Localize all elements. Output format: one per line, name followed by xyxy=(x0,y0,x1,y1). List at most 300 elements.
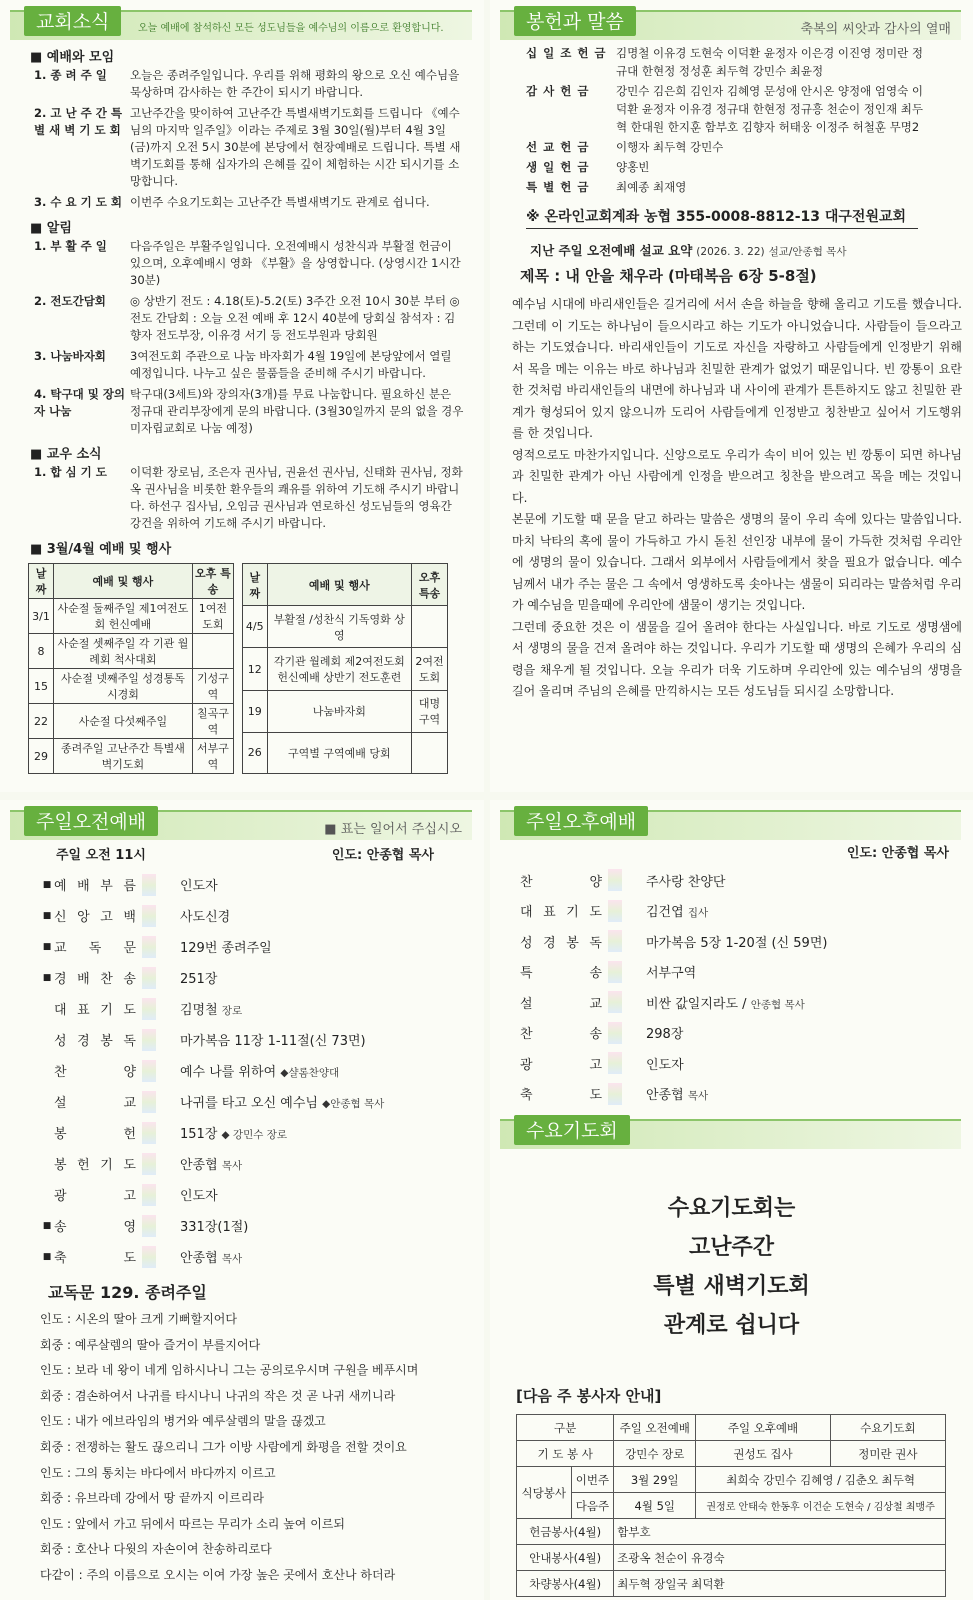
wednesday-notice xyxy=(490,1189,973,1345)
schedule-row xyxy=(243,606,448,648)
afternoon-main: 주사랑 찬양단 xyxy=(646,874,726,890)
order-label-char: 기 xyxy=(100,1003,113,1018)
notice-key: 4. 탁구대 및 장의자 나눔 xyxy=(34,387,126,418)
schedule-date: 26 xyxy=(243,732,268,773)
schedule-date: 4/5 xyxy=(243,606,268,648)
schedule-event: 사순절 둘째주일 제1여전도회 헌신예배 xyxy=(54,599,193,634)
afternoon-main: 김건엽 xyxy=(646,905,684,921)
order-sub: 장로 xyxy=(221,1005,243,1017)
order-bar xyxy=(142,1091,156,1113)
schedule-header-row xyxy=(29,564,234,599)
notice-value: 다음주일은 부활주일입니다. 오전예배시 성찬식과 부활절 헌금이 있으며, 오후예배시 영화 《부활》을 상영합니다. (상영시간 1시간 30분) xyxy=(130,239,461,287)
order-label xyxy=(54,1092,142,1111)
volunteer-header-row xyxy=(517,1415,946,1441)
notice-value: 3여전도회 주관으로 나눔 바자회가 4월 19일에 본당앞에서 열릴 예정입니다. 나누고 싶은 물품들을 준비해 주시기 바랍니다. xyxy=(130,349,452,380)
schedule-date: 29 xyxy=(29,739,54,774)
offering-type: 선교헌금 xyxy=(526,140,595,154)
order-main: 안종협 xyxy=(180,1251,218,1266)
offering-type: 생일헌금 xyxy=(526,160,595,174)
afternoon-bar xyxy=(608,991,622,1013)
order-value xyxy=(180,1092,484,1111)
wednesday-line: 고난주간 xyxy=(688,1235,774,1260)
order-label-char: 경 xyxy=(54,972,67,987)
order-label-char: 송 xyxy=(54,1220,67,1235)
volunteer-name: 정미란 권사 xyxy=(830,1441,945,1467)
reading-line: 인도 : 앞에서 가고 뒤에서 따르는 무리가 소리 높여 이르되 xyxy=(40,1516,345,1531)
order-label xyxy=(54,1030,142,1049)
afternoon-label-char: 송 xyxy=(589,1027,602,1043)
volunteer-name: 함부호 xyxy=(614,1519,946,1545)
order-main: 안종협 xyxy=(180,1158,218,1173)
afternoon-row xyxy=(520,1048,973,1079)
volunteer-role: 안내봉사(4월) xyxy=(517,1545,614,1571)
order-label-char: 송 xyxy=(123,972,136,987)
order-label-char: 찬 xyxy=(100,972,113,987)
order-value xyxy=(180,1061,484,1080)
schedule-special: 서부구역 xyxy=(192,739,233,774)
afternoon-label-char: 표 xyxy=(543,905,556,921)
wednesday-line: 수요기도회는 xyxy=(667,1196,796,1221)
afternoon-label xyxy=(520,932,608,951)
offering-list xyxy=(526,44,926,196)
schedule-header-cell: 예배 및 행사 xyxy=(267,564,412,606)
order-bar xyxy=(142,874,156,896)
standing-note: ■ 표는 일어서 주십시오 xyxy=(324,822,462,837)
order-label-char: 경 xyxy=(77,1034,90,1049)
notice-item xyxy=(34,238,464,289)
wednesday-line: 특별 새벽기도회 xyxy=(653,1274,810,1299)
schedule-row xyxy=(243,690,448,732)
meal-date: 4월 5일 xyxy=(614,1493,696,1519)
afternoon-value xyxy=(646,901,973,920)
offering-names: 강민수 김은희 김인자 김혜영 문성애 안시온 양정애 엄영숙 이덕환 윤정자 이유경 정규대 한현정 정규흥 천순이 정인재 최두혁 한대원 한지훈 함부호 김향자 허태웅 이정주 허철훈 무명2 xyxy=(616,84,923,134)
notice-key: 2. 고 난 주 간 특 별 새 벽 기 도 회 xyxy=(34,106,122,137)
afternoon-bar xyxy=(608,869,622,891)
order-row xyxy=(40,962,484,993)
order-value xyxy=(180,968,484,987)
notice-key: 1. 부 활 주 일 xyxy=(34,239,107,253)
order-label xyxy=(54,1185,142,1204)
offering-row xyxy=(526,82,926,136)
order-bar xyxy=(142,905,156,927)
order-main: 예수 나를 위하여 xyxy=(180,1065,277,1080)
order-bar xyxy=(142,1184,156,1206)
volunteer-role: 기 도 봉 사 xyxy=(517,1441,614,1467)
schedule-date: 8 xyxy=(29,634,54,669)
offering-row xyxy=(526,178,926,196)
order-label-char: 백 xyxy=(123,910,136,925)
schedule-header-cell: 오후 특송 xyxy=(192,564,233,599)
notice-item xyxy=(34,464,464,532)
afternoon-value xyxy=(646,993,973,1012)
volunteer-other-row xyxy=(517,1519,946,1545)
notice-item xyxy=(34,386,464,437)
sermon-paragraph: 본문에 기도할 때 문을 닫고 하라는 말씀은 생명의 물이 우리 속에 있다는 말씀입니다. 마치 낙타의 혹에 물이 가득하고 가시 돋친 선인장 내부에 물이 가득한 것처럼 우리안에 생명의 물이 있습니다. 그래서 외부에서 사람들에게서 찾을 필요가 없습니다. 예수님께서 내가 주는 물은 그 속에서 영생하도록 솟아나는 샘물이 되리라는 말씀처럼 우리가 예수님을 믿을때에 우리안에 샘물이 생기는 것입니다. xyxy=(512,512,962,612)
order-bar xyxy=(142,998,156,1020)
notice-value: 탁구대(3세트)와 장의자(3개)를 무료 나눔합니다. 필요하신 분은 정규대 관리부장에게 문의 바랍니다. (3월30일까지 문의 없을 경우 미자립교회로 나눔 예정) xyxy=(130,387,464,435)
order-label-char: 찬 xyxy=(54,1065,67,1080)
offering-type: 특별헌금 xyxy=(526,180,595,194)
schedule-event: 부활절 /성찬식 기독영화 상영 xyxy=(267,606,412,648)
order-label-char: 신 xyxy=(54,910,67,925)
reading-line: 인도 : 보라 네 왕이 네게 임하시나니 그는 공의로우시며 구원을 베푸시며 xyxy=(40,1363,419,1378)
order-value xyxy=(180,1185,484,1204)
afternoon-bar xyxy=(608,1022,622,1044)
order-main: 인도자 xyxy=(180,879,218,894)
notice-value: 이덕환 장로님, 조은자 권사님, 권윤선 권사님, 신태화 권사님, 정화옥 권사님을 비롯한 환우들의 쾌유를 위하여 기도해 주시기 바랍니다. 하선구 집사님, 오임금 권사님과 연로하신 성도님들의 영육간 강건을 위하여 기도해 주시기 바랍니다. xyxy=(130,465,463,530)
afternoon-leader: 인도: 안종협 목사 xyxy=(846,846,949,861)
afternoon-label-char: 도 xyxy=(589,905,602,921)
stand-marker: ■ xyxy=(42,1220,52,1231)
order-row xyxy=(40,1117,484,1148)
order-value xyxy=(180,875,484,894)
sermon-preacher: 설교/안종협 목사 xyxy=(768,246,847,258)
order-sub: 목사 xyxy=(221,1253,243,1265)
order-bar xyxy=(142,1153,156,1175)
order-value xyxy=(180,1030,484,1049)
afternoon-service-panel xyxy=(490,800,973,1600)
order-label-char: 독 xyxy=(123,1034,136,1049)
offering-row xyxy=(526,138,926,156)
order-row xyxy=(40,1179,484,1210)
schedule-special: 대명구역 xyxy=(412,690,448,732)
order-label-char: 대 xyxy=(54,1003,67,1018)
afternoon-header xyxy=(500,810,961,840)
notice-item xyxy=(34,293,464,344)
order-label-char: 도 xyxy=(123,1251,136,1266)
schedule-row xyxy=(29,704,234,739)
offering-names: 이행자 최두혁 강민수 xyxy=(616,140,724,154)
afternoon-bar xyxy=(608,900,622,922)
notice-value: 고난주간을 맞이하여 고난주간 특별새벽기도회를 드립니다 《예수님의 마지막 일주일》이라는 주제로 3월 30일(월)부터 4월 3일(금)까지 오전 5시 30분에 본당에서 현장예배로 드립니다. 특별 새벽기도회를 통해 십자가의 은혜를 깊이 체험하는 시간 되시기를 소망합니다. xyxy=(130,106,461,188)
order-value xyxy=(180,937,484,956)
wednesday-header xyxy=(500,1119,961,1149)
schedule-table-march xyxy=(28,563,234,774)
stand-marker: ■ xyxy=(42,1251,52,1262)
morning-tab: 주일오전예배 xyxy=(24,806,158,836)
schedule-event: 종려주일 고난주간 특별새벽기도회 xyxy=(54,739,193,774)
stand-marker: ■ xyxy=(42,972,52,983)
afternoon-sub: 집사 xyxy=(687,907,709,920)
order-value xyxy=(180,1123,484,1142)
schedule-event: 나눔바자회 xyxy=(267,690,412,732)
order-label-char: 영 xyxy=(123,1220,136,1235)
morning-service-panel xyxy=(0,800,484,1600)
volunteer-header: 주일 오후예배 xyxy=(696,1415,831,1441)
order-main: 251장 xyxy=(180,972,218,987)
afternoon-main: 비싼 값일지라도 / xyxy=(646,996,747,1012)
meal-names: 권정로 안태숙 한동후 이건순 도현숙 / 김상철 최맹주 xyxy=(696,1493,946,1519)
order-row xyxy=(40,931,484,962)
morning-header xyxy=(10,810,472,840)
sermon-paragraph: 그런데 중요한 것은 이 샘물을 길어 올려야 한다는 사실입니다. 바로 기도로 생명샘에서 생명의 물을 건져 올려야 하는 것입니다. 우리가 기도할 때 생명의 은혜가 우리의 심령을 채우게 될 것입니다. 오늘 우리가 더욱 기도하며 우리안에 있는 예수님의 생명을 길어 올리며 주님의 은혜를 만끽하시는 모든 성도님들 되시길 소망합니다. xyxy=(512,619,962,698)
schedule-row xyxy=(29,599,234,634)
order-label-char: 부 xyxy=(100,879,113,894)
responsive-reading xyxy=(40,1307,484,1589)
church-news-panel xyxy=(0,0,484,792)
notice-item xyxy=(34,105,464,190)
order-label-char: 축 xyxy=(54,1251,67,1266)
order-label-char: 름 xyxy=(123,879,136,894)
order-label-char: 배 xyxy=(77,879,90,894)
afternoon-label xyxy=(520,1023,608,1042)
schedule-header-cell: 날짜 xyxy=(243,564,268,606)
schedule-special xyxy=(412,732,448,773)
meal-week: 다음주 xyxy=(571,1493,614,1519)
offering-subtitle: 축복의 씨앗과 감사의 열매 xyxy=(800,22,951,37)
welcome-text: 오늘 예배에 참석하신 모든 성도님들을 예수님의 이름으로 환영합니다. xyxy=(138,23,444,34)
order-label-char: 헌 xyxy=(77,1158,90,1173)
sermon-title: 제목 : 내 안을 채우라 (마태복음 6장 5-8절) xyxy=(520,267,817,285)
afternoon-label-char: 양 xyxy=(589,874,602,890)
schedule-date: 15 xyxy=(29,669,54,704)
order-row xyxy=(40,1024,484,1055)
order-label xyxy=(54,875,142,894)
stand-marker: ■ xyxy=(42,910,52,921)
order-row xyxy=(40,993,484,1024)
sermon-summary-label xyxy=(530,241,973,259)
order-value xyxy=(180,906,484,925)
afternoon-label-char: 봉 xyxy=(566,935,579,951)
order-label-char: 배 xyxy=(77,972,90,987)
order-label xyxy=(54,906,142,925)
volunteer-prayer-row xyxy=(517,1441,946,1467)
order-label-char: 예 xyxy=(54,879,67,894)
reading-line: 인도 : 그의 통치는 바다에서 바다까지 이르고 xyxy=(40,1465,276,1480)
order-label-char: 표 xyxy=(77,1003,90,1018)
notice-key: 1. 합 심 기 도 xyxy=(34,465,107,479)
schedule-date: 12 xyxy=(243,648,268,690)
afternoon-row xyxy=(520,926,973,957)
schedule-header-cell: 날짜 xyxy=(29,564,54,599)
afternoon-main: 마가복음 5장 1-20절 (신 59면) xyxy=(646,935,828,951)
order-sub: ◆샬롬찬양대 xyxy=(280,1067,340,1079)
reading-line: 회중 : 겸손하여서 나귀를 타시나니 나귀의 작은 것 곧 나귀 새끼니라 xyxy=(40,1388,396,1403)
volunteer-role: 식당봉사 xyxy=(517,1467,572,1519)
afternoon-label-char: 교 xyxy=(589,996,602,1012)
afternoon-bar xyxy=(608,1083,622,1105)
afternoon-main: 298장 xyxy=(646,1027,684,1043)
volunteer-role: 차량봉사(4월) xyxy=(517,1571,614,1597)
schedule-date: 22 xyxy=(29,704,54,739)
afternoon-label xyxy=(520,1054,608,1073)
stand-marker: ■ xyxy=(42,941,52,952)
afternoon-label xyxy=(520,871,608,890)
afternoon-label xyxy=(520,1084,608,1103)
afternoon-label-char: 설 xyxy=(520,996,533,1012)
order-row xyxy=(40,1055,484,1086)
wednesday-line: 관계로 쉽니다 xyxy=(663,1313,800,1338)
afternoon-row xyxy=(520,896,973,927)
afternoon-label-char: 경 xyxy=(543,935,556,951)
afternoon-value xyxy=(646,871,973,890)
afternoon-sub: 목사 xyxy=(687,1090,709,1103)
order-row xyxy=(40,900,484,931)
notice-value: 이번주 수요기도회는 고난주간 특별새벽기도 관계로 쉽니다. xyxy=(130,195,430,209)
offering-row xyxy=(526,158,926,176)
bank-account: ※ 온라인교회계좌 농협 355-0008-8812-13 대구전원교회 xyxy=(526,206,918,229)
order-label xyxy=(54,1216,142,1235)
afternoon-label xyxy=(520,962,608,981)
reading-line: 다같이 : 주의 이름으로 오시는 이여 가장 높은 곳에서 호산나 하더라 xyxy=(40,1567,396,1582)
order-value xyxy=(180,1247,484,1266)
order-label-char: 기 xyxy=(100,1158,113,1173)
notice-key: 3. 나눔바자회 xyxy=(34,349,106,363)
order-label-char: 도 xyxy=(123,1003,136,1018)
schedule-event: 사순절 셋째주일 각 기관 월례회 척사대회 xyxy=(54,634,193,669)
sermon-paragraph: 예수님 시대에 바리새인들은 길거리에 서서 손을 하늘을 향해 올리고 기도를 했습니다. 그런데 이 기도는 하나님이 들으시라고 하는 기도가 아니었습니다. 사람들이 들으라고 하는 기도였습니다. 바리새인들이 기도로 자신을 자랑하고 사람들에게 인정받기 위해서 목을 메는 이유는 바로 하나님과 친밀한 관계가 없었기 때문입니다. 빈 깡통이 요란한 것처럼 바리새인들의 내면에 하나님과 내 사이에 관계가 튼튼하지도 않고 친밀한 관계가 형성되어 있지 않으니까 도리어 사람들에게 인정받고 칭찬받고 싶어서 기도행위를 한 것입니다. xyxy=(512,297,962,440)
section-worship-heading: ■ 예배와 모임 xyxy=(30,50,115,65)
schedule-date: 3/1 xyxy=(29,599,54,634)
notice-key: 3. 수 요 기 도 회 xyxy=(34,195,122,209)
order-label-char: 봉 xyxy=(54,1127,67,1142)
schedule-event: 사순절 넷째주일 성경통독 시경회 xyxy=(54,669,193,704)
offering-type: 감사헌금 xyxy=(526,84,595,98)
order-label xyxy=(54,1123,142,1142)
order-main: 151장 xyxy=(180,1127,218,1142)
schedule-event: 구역별 구역예배 당회 xyxy=(267,732,412,773)
order-label-char: 설 xyxy=(54,1096,67,1111)
order-label-char: 광 xyxy=(54,1189,67,1204)
afternoon-row xyxy=(520,1079,973,1110)
notice-item xyxy=(34,348,464,382)
order-main: 나귀를 타고 오신 예수님 xyxy=(180,1096,318,1111)
church-news-tab: 교회소식 xyxy=(24,6,121,36)
afternoon-bar xyxy=(608,961,622,983)
volunteer-meal-row xyxy=(517,1467,946,1493)
order-main: 사도신경 xyxy=(180,910,231,925)
offering-row xyxy=(526,44,926,80)
offering-type: 십일조헌금 xyxy=(526,46,612,60)
afternoon-label-char: 찬 xyxy=(520,1027,533,1043)
church-news-header xyxy=(10,10,472,40)
notice-key: 2. 전도간담회 xyxy=(34,294,106,308)
schedule-row xyxy=(243,732,448,773)
afternoon-value xyxy=(646,1054,973,1073)
order-label-char: 독 xyxy=(88,941,102,956)
order-label xyxy=(54,1061,142,1080)
offering-tab: 봉헌과 말씀 xyxy=(514,6,636,36)
order-row xyxy=(40,1241,484,1272)
volunteer-table xyxy=(516,1414,946,1597)
afternoon-label-char: 특 xyxy=(520,966,533,982)
order-bar xyxy=(142,936,156,958)
order-row xyxy=(40,1086,484,1117)
order-bar xyxy=(142,1246,156,1268)
afternoon-label-char: 대 xyxy=(520,905,533,921)
order-label xyxy=(54,968,142,987)
volunteer-other-row xyxy=(517,1545,946,1571)
afternoon-bar xyxy=(608,930,622,952)
afternoon-bar xyxy=(608,1052,622,1074)
volunteer-name: 강민수 장로 xyxy=(614,1441,696,1467)
schedule-special xyxy=(412,606,448,648)
order-bar xyxy=(142,967,156,989)
afternoon-row xyxy=(520,987,973,1018)
order-sub: ◆안종협 목사 xyxy=(322,1098,385,1110)
schedule-event: 사순절 다섯째주일 xyxy=(54,704,193,739)
schedule-special: 기성구역 xyxy=(192,669,233,704)
order-row xyxy=(40,1148,484,1179)
reading-line: 인도 : 시온의 딸아 크게 기뻐할지어다 xyxy=(40,1312,237,1326)
schedule-header-cell: 오후 특송 xyxy=(412,564,448,606)
afternoon-label-char: 축 xyxy=(520,1088,533,1104)
schedule-special xyxy=(192,634,233,669)
schedule-event: 각기관 월례회 제2여전도회 헌신예배 상반기 전도훈련 xyxy=(267,648,412,690)
notice-value: 오늘은 종려주일입니다. 우리를 위해 평화의 왕으로 오신 예수님을 묵상하며 감사하는 한 주간이 되시기 바랍니다. xyxy=(130,68,460,99)
sermon-body xyxy=(512,294,962,703)
offering-names: 양홍빈 xyxy=(616,160,650,174)
order-row xyxy=(40,1210,484,1241)
schedule-header-cell: 예배 및 행사 xyxy=(54,564,193,599)
afternoon-main: 안종협 xyxy=(646,1088,684,1104)
schedule-special: 2여전도회 xyxy=(412,648,448,690)
volunteer-name: 조광옥 천순이 유경숙 xyxy=(614,1545,946,1571)
schedule-date: 19 xyxy=(243,690,268,732)
responsive-reading-title: 교독문 129. 종려주일 xyxy=(48,1283,207,1302)
order-label-char: 봉 xyxy=(100,1034,113,1049)
volunteer-title: [다음 주 봉사자 안내] xyxy=(516,1387,662,1405)
meal-date: 3월 29일 xyxy=(614,1467,696,1493)
order-label-char: 봉 xyxy=(54,1158,67,1173)
afternoon-label-char: 광 xyxy=(520,1057,533,1073)
afternoon-value xyxy=(646,1084,973,1103)
section-schedule-heading: ■ 3월/4월 예배 및 행사 xyxy=(30,542,172,557)
offering-sermon-panel xyxy=(490,0,973,792)
afternoon-label-char: 기 xyxy=(566,905,579,921)
afternoon-row xyxy=(520,1018,973,1049)
meal-names: 최희숙 강민수 김혜영 / 김춘오 최두혁 xyxy=(696,1467,946,1493)
afternoon-tab: 주일오후예배 xyxy=(514,806,648,836)
afternoon-row xyxy=(520,957,973,988)
order-label-char: 헌 xyxy=(123,1127,136,1142)
order-label-char: 고 xyxy=(100,910,113,925)
order-value xyxy=(180,1216,484,1235)
order-bar xyxy=(142,1122,156,1144)
schedule-row xyxy=(29,739,234,774)
order-label-char: 성 xyxy=(54,1034,67,1049)
order-label-char: 교 xyxy=(54,941,67,956)
order-label xyxy=(54,999,142,1018)
order-value xyxy=(180,999,484,1018)
afternoon-label-char: 독 xyxy=(589,935,602,951)
wednesday-tab: 수요기도회 xyxy=(514,1115,630,1145)
order-main: 인도자 xyxy=(180,1189,218,1204)
schedule-row xyxy=(29,634,234,669)
offering-names: 최예종 최재영 xyxy=(616,180,687,194)
afternoon-label-char: 송 xyxy=(589,966,602,982)
schedule-row xyxy=(243,648,448,690)
notice-value: ◎ 상반기 전도 : 4.18(토)-5.2(토) 3주간 오전 10시 30분 부터 ◎ 전도 간담회 : 오늘 오전 예배 후 12시 40분에 당회실 참석자 : 김향자 전도부장, 이유경 서기 등 전도부원과 당회원 xyxy=(130,294,460,342)
volunteer-role: 헌금봉사(4월) xyxy=(517,1519,614,1545)
order-main: 331장(1절) xyxy=(180,1220,249,1235)
reading-line: 회중 : 유브라데 강에서 땅 끝까지 이르리라 xyxy=(40,1491,264,1506)
afternoon-label-char: 도 xyxy=(589,1088,602,1104)
order-main: 마가복음 11장 1-11절(신 73면) xyxy=(180,1034,366,1049)
order-label xyxy=(54,1247,142,1266)
afternoon-label xyxy=(520,901,608,920)
afternoon-main: 서부구역 xyxy=(646,966,697,982)
afternoon-label-char: 고 xyxy=(589,1057,602,1073)
afternoon-sub: 안종협 목사 xyxy=(750,998,805,1011)
reading-line: 회중 : 호산나 다윗의 자손이여 찬송하리로다 xyxy=(40,1542,272,1557)
order-bar xyxy=(142,1215,156,1237)
schedule-special: 칠곡구역 xyxy=(192,704,233,739)
order-label-char: 문 xyxy=(123,941,136,956)
order-sub: 목사 xyxy=(221,1160,243,1172)
order-main: 김명철 xyxy=(180,1003,218,1018)
reading-line: 인도 : 내가 에브라임의 병거와 예루살렘의 말을 끊겠고 xyxy=(40,1414,326,1429)
